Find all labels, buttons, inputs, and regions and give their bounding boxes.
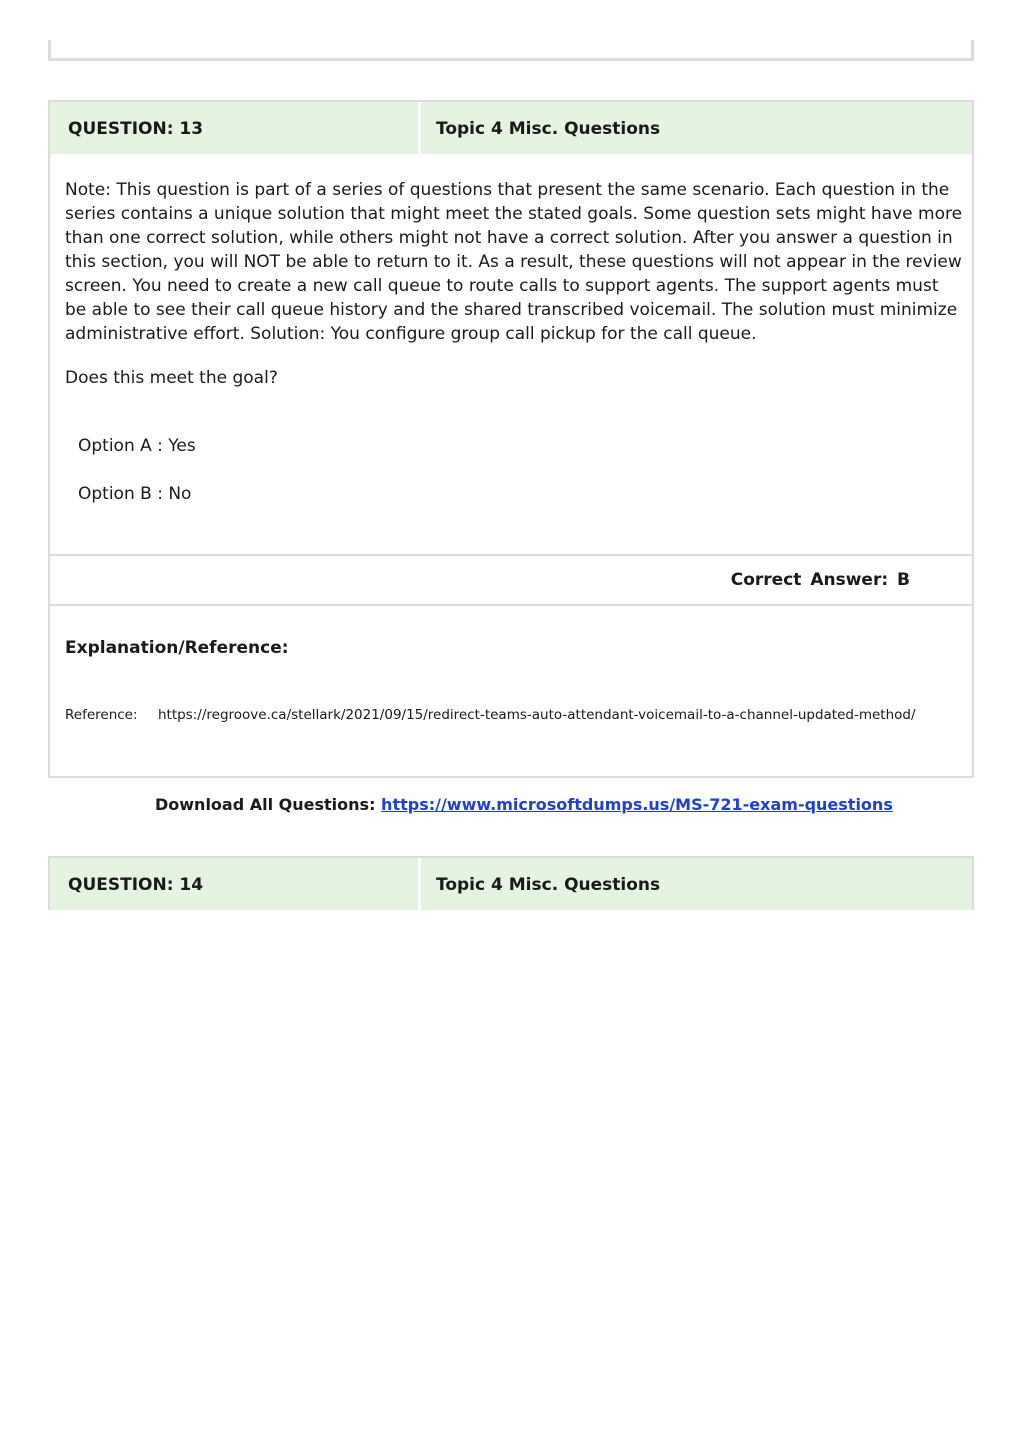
download-link[interactable]: https://www.microsoftdumps.us/MS-721-exam-questions	[381, 795, 893, 814]
question-card-13	[48, 100, 974, 778]
question-header	[50, 102, 972, 154]
options-list	[65, 434, 960, 506]
question-header	[50, 858, 972, 910]
option-a: Option A : Yes	[78, 436, 196, 456]
correct-answer: Correct Answer: B	[730, 570, 910, 590]
explanation-heading: Explanation/Reference:	[65, 638, 289, 658]
question-text: Note: This question is part of a series of questions that present the same scenario. Each question in the series contains a unique solution that might meet the stated goals. Some question sets might have more than one correct solution, while others might not have a correct solution. After you answer a question in this section, you will NOT be able to return to it. As a result, these questions will not appear in the review screen. You need to create a new call queue to route calls to support agents. The support agents must be able to see their call queue history and the shared transcribed voicemail. The solution must minimize administrative effort. Solution: You configure group call pickup for the call queue.	[65, 180, 963, 344]
question-goal: Does this meet the goal?	[65, 368, 278, 388]
reference-line	[65, 707, 916, 723]
question-number: QUESTION: 14	[68, 875, 204, 895]
question-body	[50, 154, 972, 506]
download-banner	[155, 795, 893, 814]
question-topic: Topic 4 Misc. Questions	[436, 119, 661, 139]
download-label: Download All Questions:	[155, 795, 376, 814]
question-topic: Topic 4 Misc. Questions	[436, 875, 661, 895]
option-b: Option B : No	[78, 484, 192, 504]
correct-answer-row	[50, 554, 972, 606]
question-number: QUESTION: 13	[68, 119, 204, 139]
reference-label: Reference:	[65, 707, 138, 723]
previous-question-box-bottom	[48, 40, 974, 61]
reference-url: https://regroove.ca/stellark/2021/09/15/redirect-teams-auto-attendant-voicemail-to-a-channel-updated-method/	[158, 707, 916, 723]
question-card-14	[48, 856, 974, 910]
